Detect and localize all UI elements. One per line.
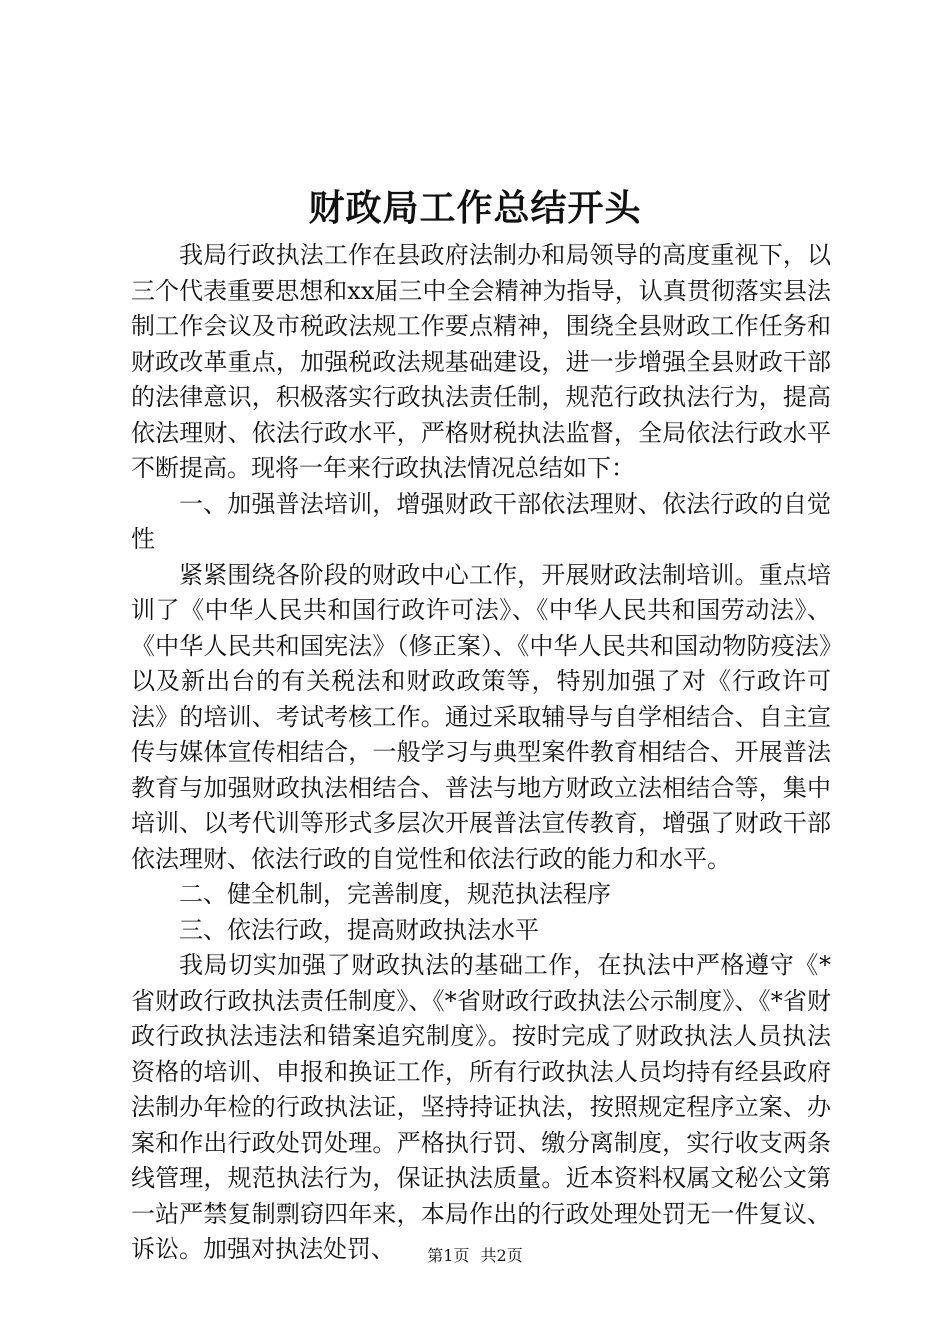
section-heading-2: 二、健全机制，完善制度，规范执法程序 [179, 880, 611, 908]
paragraph-enforcement: 我局切实加强了财政执法的基础工作，在执法中严格遵守《*省财政行政执法责任制度》、《*省财政行政执法公示制度》、《*省财政行政执法违法和错案追究制度》。按时完成了财政执法人员执法资格的培训、申报和换证工作，所有行政执法人员均持有经县政府法制办年检的行政执法证，坚持持证执法，按照规定程序立案、办案和作出行政处罚处理。严格执行罚、缴分离制度，实行收支两条线管理，规范执法行为，保证执法质量。近本资料权属文秘公文第一站严禁复制剽窃四年来，本局作出的行政处理处罚无一件复议、诉讼。加强对执法处罚、 [131, 951, 831, 1263]
section-heading-1: 一、加强普法培训，增强财政干部依法理财、依法行政的自觉性 [131, 489, 831, 553]
paragraph-training: 紧紧围绕各阶段的财政中心工作，开展财政法制培训。重点培训了《中华人民共和国行政许可法》、《中华人民共和国劳动法》、《中华人民共和国宪法》（修正案）、《中华人民共和国动物防疫法》以及新出台的有关税法和财政政策等，特别加强了对《行政许可法》的培训、考试考核工作。通过采取辅导与自学相结合、自主宣传与媒体宣传相结合，一般学习与典型案件教育相结合、开展普法教育与加强财政执法相结合、普法与地方财政立法相结合等，集中培训、以考代训等形式多层次开展普法宣传教育，增强了财政干部依法理财、依法行政的自觉性和依法行政的能力和水平。 [131, 560, 831, 873]
page-total: 共2页 [480, 1246, 523, 1265]
page-footer [0, 1245, 950, 1267]
page-number: 第1页 [427, 1246, 470, 1265]
document-body [131, 238, 831, 1268]
paragraph-intro: 我局行政执法工作在县政府法制办和局领导的高度重视下，以三个代表重要思想和xx届三中全会精神为指导，认真贯彻落实县法制工作会议及市税政法规工作要点精神，围绕全县财政工作任务和财政改革重点，加强税政法规基础建设，进一步增强全县财政干部的法律意识，积极落实行政执法责任制，规范行政执法行为，提高依法理财、依法行政水平，严格财税执法监督，全局依法行政水平不断提高。现将一年来行政执法情况总结如下： [131, 241, 831, 482]
document-title: 财政局工作总结开头 [308, 187, 642, 229]
section-heading-3: 三、依法行政，提高财政执法水平 [179, 915, 539, 944]
